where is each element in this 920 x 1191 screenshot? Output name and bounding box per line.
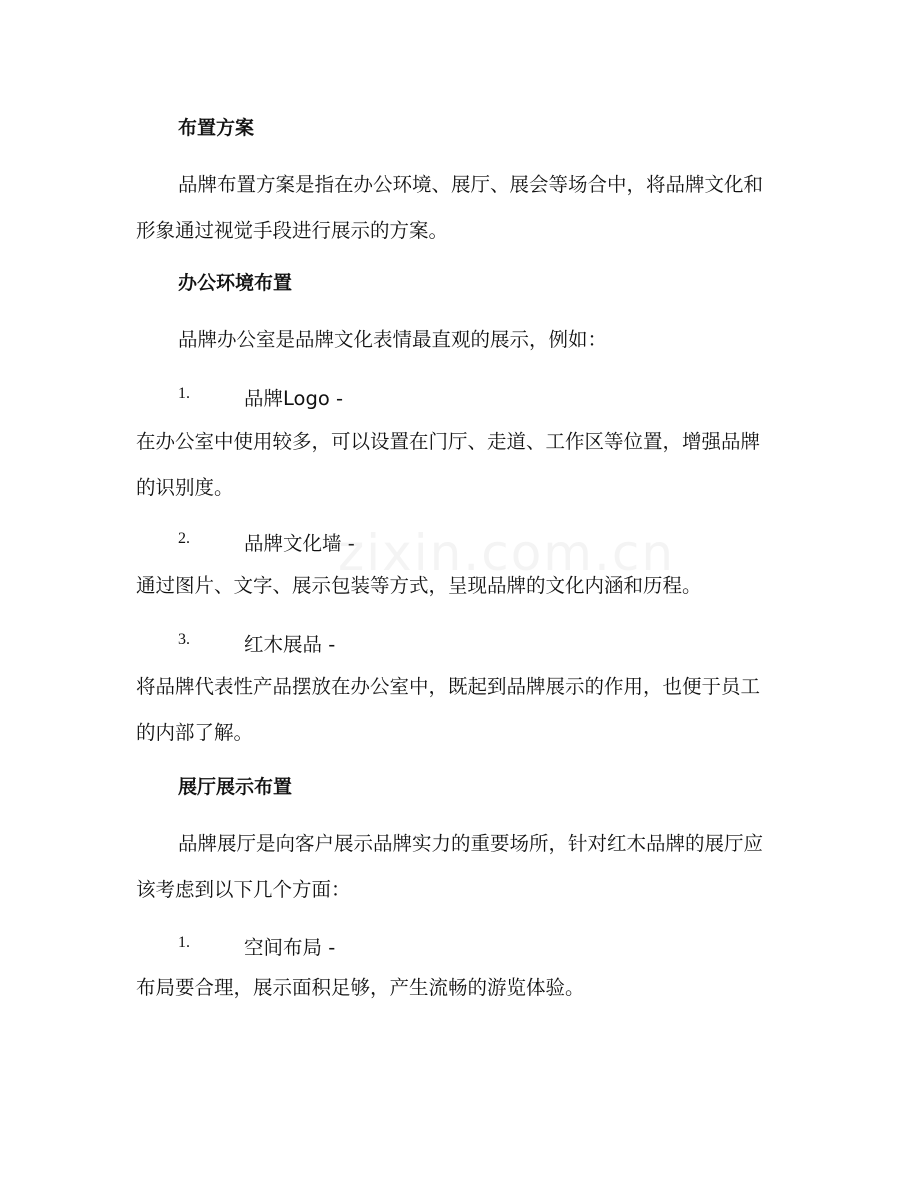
list-item-number: 2. [178, 530, 190, 547]
list-item-title: 红木展品 - [244, 633, 336, 656]
watermark: zixin.com.cn [338, 524, 676, 582]
section-heading-showroom: 展厅展示布置 [178, 776, 293, 798]
section-heading-office: 办公环境布置 [178, 272, 293, 294]
office-intro-paragraph: 品牌办公室是品牌文化表情最直观的展示，例如： [178, 328, 608, 351]
list-item-title: 品牌Logo - [244, 387, 343, 410]
list-item-title: 品牌文化墙 - [244, 532, 355, 555]
list-item-description: 将品牌代表性产品摆放在办公室中，既起到品牌展示的作用，也便于员工的内部了解。 [136, 675, 761, 744]
list-item-description: 在办公室中使用较多，可以设置在门厅、走道、工作区等位置，增强品牌的识别度。 [136, 430, 761, 499]
section-heading-layout-plan: 布置方案 [178, 117, 255, 139]
list-item-description: 布局要合理，展示面积足够，产生流畅的游览体验。 [136, 976, 585, 999]
list-item-number: 3. [178, 631, 190, 648]
list-item-number: 1. [178, 385, 190, 402]
showroom-intro-paragraph: 品牌展厅是向客户展示品牌实力的重要场所，针对红木品牌的展厅应该考虑到以下几个方面： [136, 832, 764, 901]
list-item-title: 空间布局 - [244, 936, 336, 959]
list-item-description: 通过图片、文字、展示包装等方式，呈现品牌的文化内涵和历程。 [136, 574, 702, 597]
section-intro-paragraph: 品牌布置方案是指在办公环境、展厅、展会等场合中，将品牌文化和形象通过视觉手段进行展示的方案。 [136, 173, 764, 242]
list-item-number: 1. [178, 934, 190, 951]
